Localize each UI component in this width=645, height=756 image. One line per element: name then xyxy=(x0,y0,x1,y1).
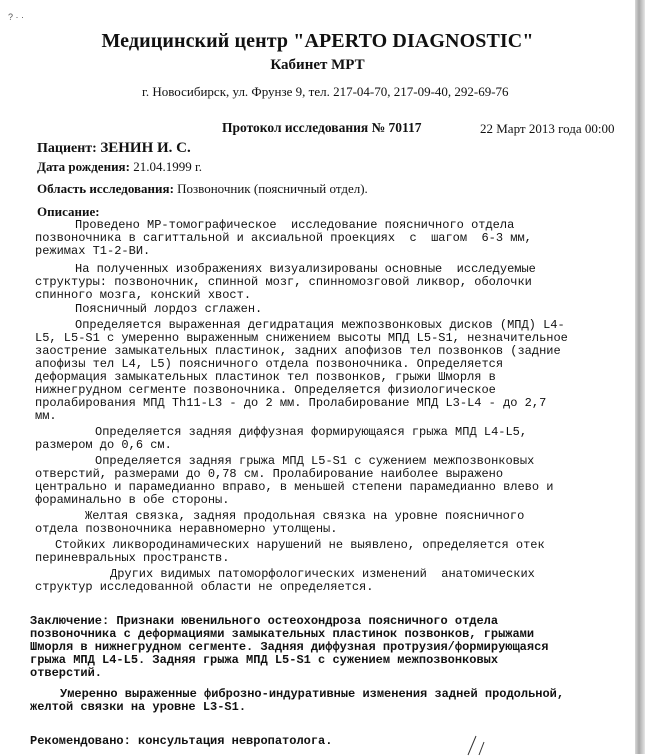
birth-date: 21.04.1999 г. xyxy=(133,159,203,174)
study-area-label: Область исследования: xyxy=(37,181,174,196)
conclusion-line: грыжа МПД L4-L5. Задняя грыжа МПД L5-S1 с сужением межпозвонковых xyxy=(30,653,499,667)
patient-label: Пациент: xyxy=(37,141,97,156)
center-name: Медицинский центр "APERTO DIAGNOSTIC" xyxy=(101,30,534,52)
description-line: фораминально в обе стороны. xyxy=(35,493,230,507)
description-line: позвоночника в сагиттальной и аксиальной проекциях с шагом 6-3 мм, xyxy=(35,231,532,245)
description-line: Других видимых патоморфологических изменений анатомических xyxy=(110,567,535,581)
description-line: Определяется задняя грыжа МПД L5-S1 с сужением межпозвонковых xyxy=(95,454,535,468)
description-line: Определяется задняя диффузная формирующаяся грыжа МПД L4-L5, xyxy=(95,425,528,439)
patient-name: ЗЕНИН И. С. xyxy=(100,140,191,156)
conclusion-line: Умеренно выраженные фиброзно-индуративные изменения задней продольной, xyxy=(60,687,565,701)
description-line: Желтая связка, задняя продольная связка на уровне поясничного xyxy=(85,509,525,523)
description-line: L5, L5-S1 с умеренно выраженным снижением высоты МПД L5-S1, незначительное xyxy=(35,331,568,345)
conclusion-line: позвоночника с деформациями замыкательных пластинок позвонков, грыжами xyxy=(30,627,535,641)
description-line: размером до 0,6 см. xyxy=(35,438,172,452)
description-line: Проведено МР-томографическое исследование поясничного отдела xyxy=(75,218,515,232)
description-label: Описание: xyxy=(37,204,100,219)
corner-mark: ? · · xyxy=(8,12,25,22)
description-line: деформация замыкательных пластинок тел позвонков, грыжи Шморля в xyxy=(35,370,496,384)
signature-mark xyxy=(464,732,494,756)
description-line: периневральных пространств. xyxy=(35,551,230,565)
description-line: Определяется выраженная дегидратация межпозвонковых дисков (МПД) L4- xyxy=(75,318,565,332)
description-line: структур исследованной области не определяется. xyxy=(35,580,374,594)
description-line: отдела позвоночника неравномерно утолщены. xyxy=(35,522,338,536)
description-line: На полученных изображениях визуализированы основные исследуемые xyxy=(75,262,536,276)
protocol-datetime: 22 Март 2013 года 00:00 xyxy=(480,121,615,136)
description-line: заострение замыкательных пластинок, задних апофизов тел позвонков (задние xyxy=(35,344,561,358)
recommendation: Рекомендовано: консультация невропатолога. xyxy=(30,734,333,748)
study-area-value: Позвоночник (поясничный отдел). xyxy=(177,181,368,196)
description-line: Поясничный лордоз сглажен. xyxy=(75,302,263,316)
description-line: центрально и парамедианно вправо, в меньшей степени парамедианно влево и xyxy=(35,480,554,494)
conclusion-line: Заключение: Признаки ювенильного остеохондроза поясничного отдела xyxy=(30,614,499,628)
description-line: структуры: позвоночник, спинной мозг, спинномозговой ликвор, оболочки xyxy=(35,275,532,289)
conclusion-line: желтой связки на уровне L3-S1. xyxy=(30,700,247,714)
description-line: отверстий, размерами до 0,78 см. Пролабирование наиболее выражено xyxy=(35,467,504,481)
office-name: Кабинет МРТ xyxy=(270,57,365,73)
description-line: спинного мозга, конский хвост. xyxy=(35,288,252,302)
description-line: мм. xyxy=(35,409,57,423)
description-line: апофизы тел L4, L5) поясничного отдела позвоночника. Определяется xyxy=(35,357,504,371)
protocol-title: Протокол исследования № 70117 xyxy=(222,120,422,135)
conclusion-line: Шморля в нижнегрудном сегменте. Задняя диффузная протрузия/формирующаяся xyxy=(30,640,549,654)
description-line: нижнегрудном сегменте позвоночника. Определяется физиологическое xyxy=(35,383,496,397)
conclusion-line: отверстий. xyxy=(30,666,103,680)
description-line: режимах Т1-2-ВИ. xyxy=(35,244,151,258)
center-address: г. Новосибирск, ул. Фрунзе 9, тел. 217-04-70, 217-09-40, 292-69-76 xyxy=(142,84,509,99)
birth-label: Дата рождения: xyxy=(37,159,130,174)
description-line: Стойких ликвородинамических нарушений не выявлено, определяется отек xyxy=(55,538,545,552)
description-line: пролабирования МПД Th11-L3 - до 2 мм. Пролабирование МПД L3-L4 - до 2,7 xyxy=(35,396,547,410)
